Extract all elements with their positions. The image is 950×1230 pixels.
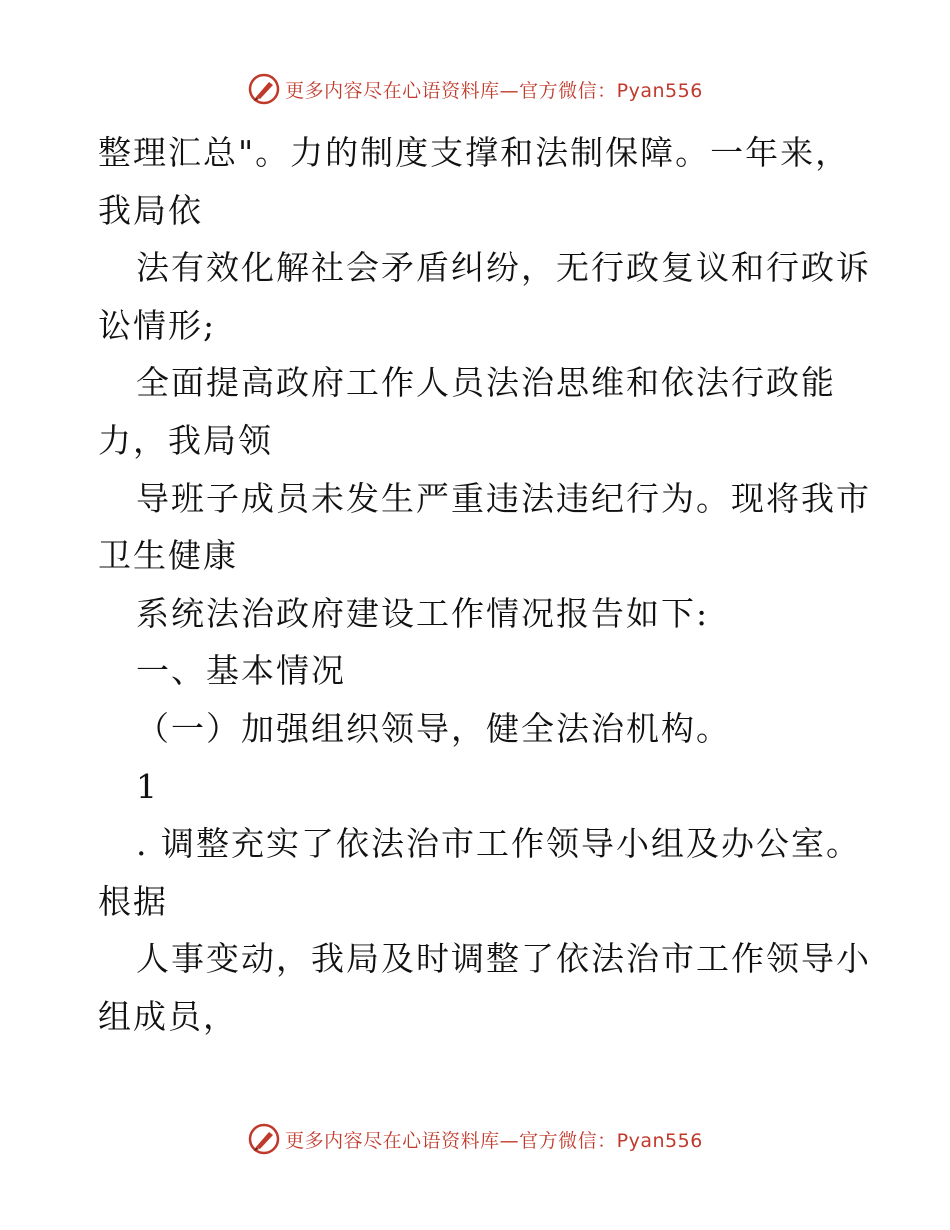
text-line-13: . 调整充实了依法治市工作领导小组及办公室。 (136, 824, 861, 864)
pen-logo-icon (247, 72, 281, 106)
text-line-14: 根据 (98, 881, 168, 921)
text-line-9: 系统法治政府建设工作情况报告如下: (136, 593, 710, 633)
subsection-heading: （一）加强组织领导，健全法治机构。 (136, 708, 731, 748)
text-line-7: 导班子成员未发生严重违法违纪行为。现将我市 (136, 478, 871, 518)
text-line-2: 我局依 (98, 190, 203, 230)
footer-watermark (0, 1122, 950, 1156)
header-watermark (0, 72, 950, 106)
document-body (98, 124, 871, 1046)
text-line-4: 讼情形; (98, 305, 217, 345)
text-line-16: 组成员， (98, 996, 238, 1036)
text-line-5: 全面提高政府工作人员法治思维和依法行政能 (136, 363, 836, 403)
pen-logo-icon (247, 1122, 281, 1156)
item-number: 1 (136, 766, 159, 806)
watermark-text: 更多内容尽在心语资料库—官方微信：Pyan556 (285, 79, 703, 102)
text-line-1: 整理汇总"。力的制度支撑和法制保障。一年来， (98, 133, 851, 172)
text-line-3: 法有效化解社会矛盾纠纷，无行政复议和行政诉 (136, 248, 871, 288)
text-line-6: 力，我局领 (98, 420, 273, 460)
watermark-text: 更多内容尽在心语资料库—官方微信：Pyan556 (285, 1129, 703, 1152)
text-line-8: 卫生健康 (98, 536, 238, 576)
section-heading: 一、基本情况 (136, 651, 346, 691)
text-line-15: 人事变动，我局及时调整了依法治市工作领导小 (136, 939, 871, 979)
